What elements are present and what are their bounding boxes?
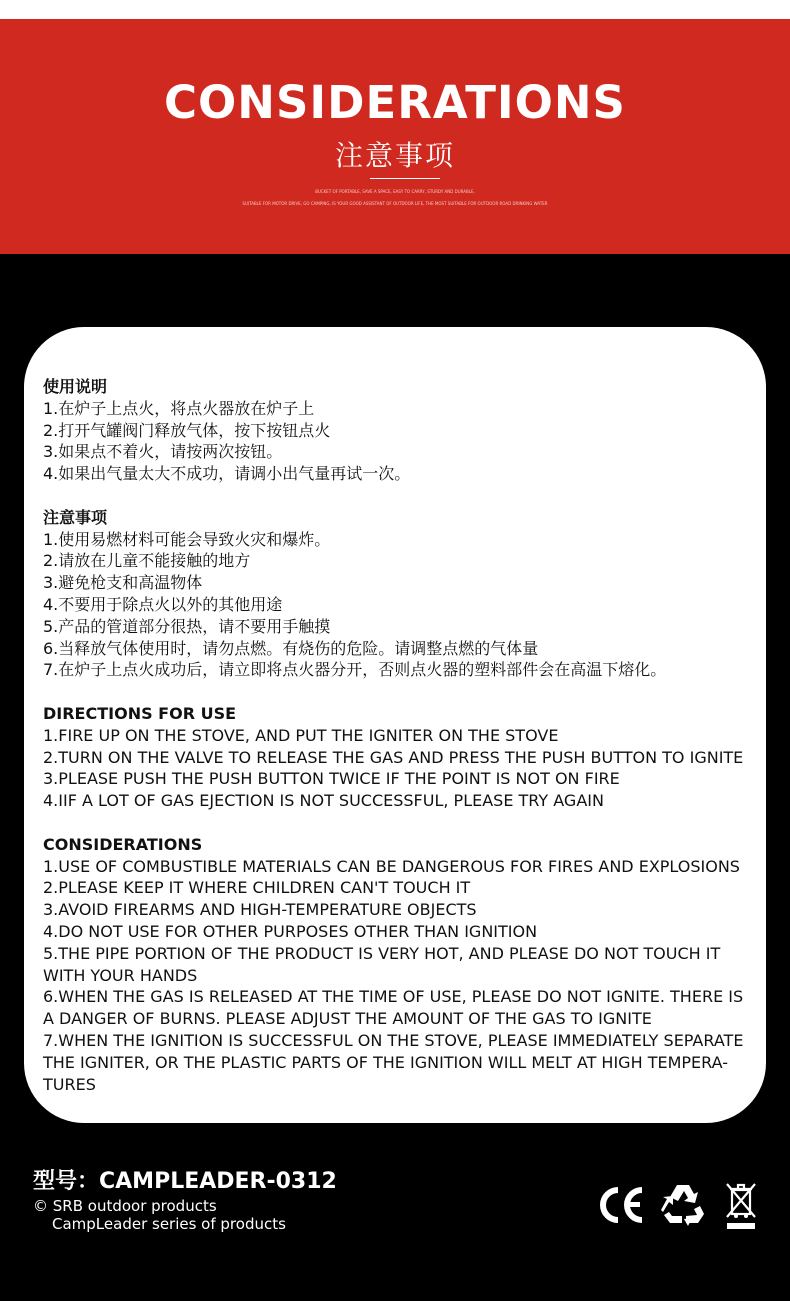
section-title: 使用说明 bbox=[43, 377, 108, 396]
list-item: 7.在炉子上点火成功后，请立即将点火器分开，否则点火器的塑料部件会在高温下熔化。 bbox=[43, 660, 667, 680]
notes-cn-section bbox=[43, 507, 758, 681]
recycle-icon bbox=[660, 1182, 708, 1226]
usage-cn-section bbox=[43, 376, 758, 485]
tagline-line-2: SUITABLE FOR MOTOR DRIVE, GO CAMPING, IS YOUR GOOD ASSISTANT OF OUTDOOR LIFE, THE MOST SUITABLE FOR OUTDOOR ROAD DRINKING WATER bbox=[242, 201, 548, 206]
list-item: 6.WHEN THE GAS IS RELEASED AT THE TIME OF USE, PLEASE DO NOT IGNITE. THERE IS A DANGER OF BURNS. PLEASE ADJUST THE AMOUNT OF THE GAS TO IGNITE bbox=[43, 987, 744, 1029]
directions-en-section bbox=[43, 703, 758, 812]
tagline-line-1: BUCKET OF PORTABLE, SAVE A SPACE, EASY TO CARRY, STURDY AND DURABLE, bbox=[315, 189, 475, 194]
weee-bin-icon bbox=[724, 1180, 758, 1232]
section-title: 注意事项 bbox=[43, 507, 108, 527]
section-title: DIRECTIONS FOR USE bbox=[43, 703, 237, 723]
list-item: 2.TURN ON THE VALVE TO RELEASE THE GAS AND PRESS THE PUSH BUTTON TO IGNITE bbox=[43, 747, 744, 767]
list-item: 2.请放在儿童不能接触的地方 bbox=[43, 551, 251, 571]
title-divider bbox=[370, 178, 440, 179]
list-item: 4.DO NOT USE FOR OTHER PURPOSES OTHER THAN IGNITION bbox=[43, 921, 538, 941]
section-title: CONSIDERATIONS bbox=[43, 834, 203, 854]
list-item: 1.使用易燃材料可能会导致火灾和爆炸。 bbox=[43, 529, 331, 549]
list-item: 1.USE OF COMBUSTIBLE MATERIALS CAN BE DANGEROUS FOR FIRES AND EXPLOSIONS bbox=[43, 856, 740, 876]
list-item: 2.PLEASE KEEP IT WHERE CHILDREN CAN'T TOUCH IT bbox=[43, 878, 471, 898]
list-item: 3.避免枪支和高温物体 bbox=[43, 573, 203, 593]
copyright-line-1: © SRB outdoor products bbox=[33, 1197, 217, 1215]
list-item: 3.如果点不着火，请按两次按钮。 bbox=[43, 442, 283, 462]
list-item: 2.打开气罐阀门释放气体，按下按钮点火 bbox=[43, 420, 331, 440]
list-item: 5.产品的管道部分很热，请不要用手触摸 bbox=[43, 616, 331, 636]
list-item: 1.在炉子上点火，将点火器放在炉子上 bbox=[43, 398, 315, 418]
list-item: 1.FIRE UP ON THE STOVE, AND PUT THE IGNITER ON THE STOVE bbox=[43, 725, 559, 745]
list-item: 5.THE PIPE PORTION OF THE PRODUCT IS VERY HOT, AND PLEASE DO NOT TOUCH IT WITH YOUR HANDS bbox=[43, 943, 721, 985]
list-item: 4.IIF A LOT OF GAS EJECTION IS NOT SUCCESSFUL, PLEASE TRY AGAIN bbox=[43, 791, 604, 811]
ce-mark-icon bbox=[598, 1184, 646, 1226]
list-item: 4.如果出气量太大不成功，请调小出气量再试一次。 bbox=[43, 464, 411, 484]
page-subtitle-cn: 注意事项 bbox=[334, 139, 455, 172]
list-item: 3.AVOID FIREARMS AND HIGH-TEMPERATURE OBJECTS bbox=[43, 900, 477, 920]
model-number: 型号：CAMPLEADER-0312 bbox=[33, 1169, 337, 1194]
instructions-content bbox=[43, 376, 758, 1117]
considerations-en-section bbox=[43, 834, 758, 1096]
list-item: 7.WHEN THE IGNITION IS SUCCESSFUL ON THE STOVE, PLEASE IMMEDIATELY SEPARATE THE IGNITER, OR THE PLASTIC PARTS OF THE IGNITION WILL MELT AT HIGH TEMPERA-TURES bbox=[43, 1030, 744, 1094]
list-item: 3.PLEASE PUSH THE PUSH BUTTON TWICE IF THE POINT IS NOT ON FIRE bbox=[43, 769, 620, 789]
list-item: 6.当释放气体使用时，请勿点燃。有烧伤的危险。请调整点燃的气体量 bbox=[43, 638, 539, 658]
top-white-strip bbox=[0, 0, 790, 19]
page-title: CONSIDERATIONS bbox=[164, 76, 626, 129]
copyright-line-2: CampLeader series of products bbox=[52, 1215, 286, 1233]
list-item: 4.不要用于除点火以外的其他用途 bbox=[43, 594, 283, 614]
